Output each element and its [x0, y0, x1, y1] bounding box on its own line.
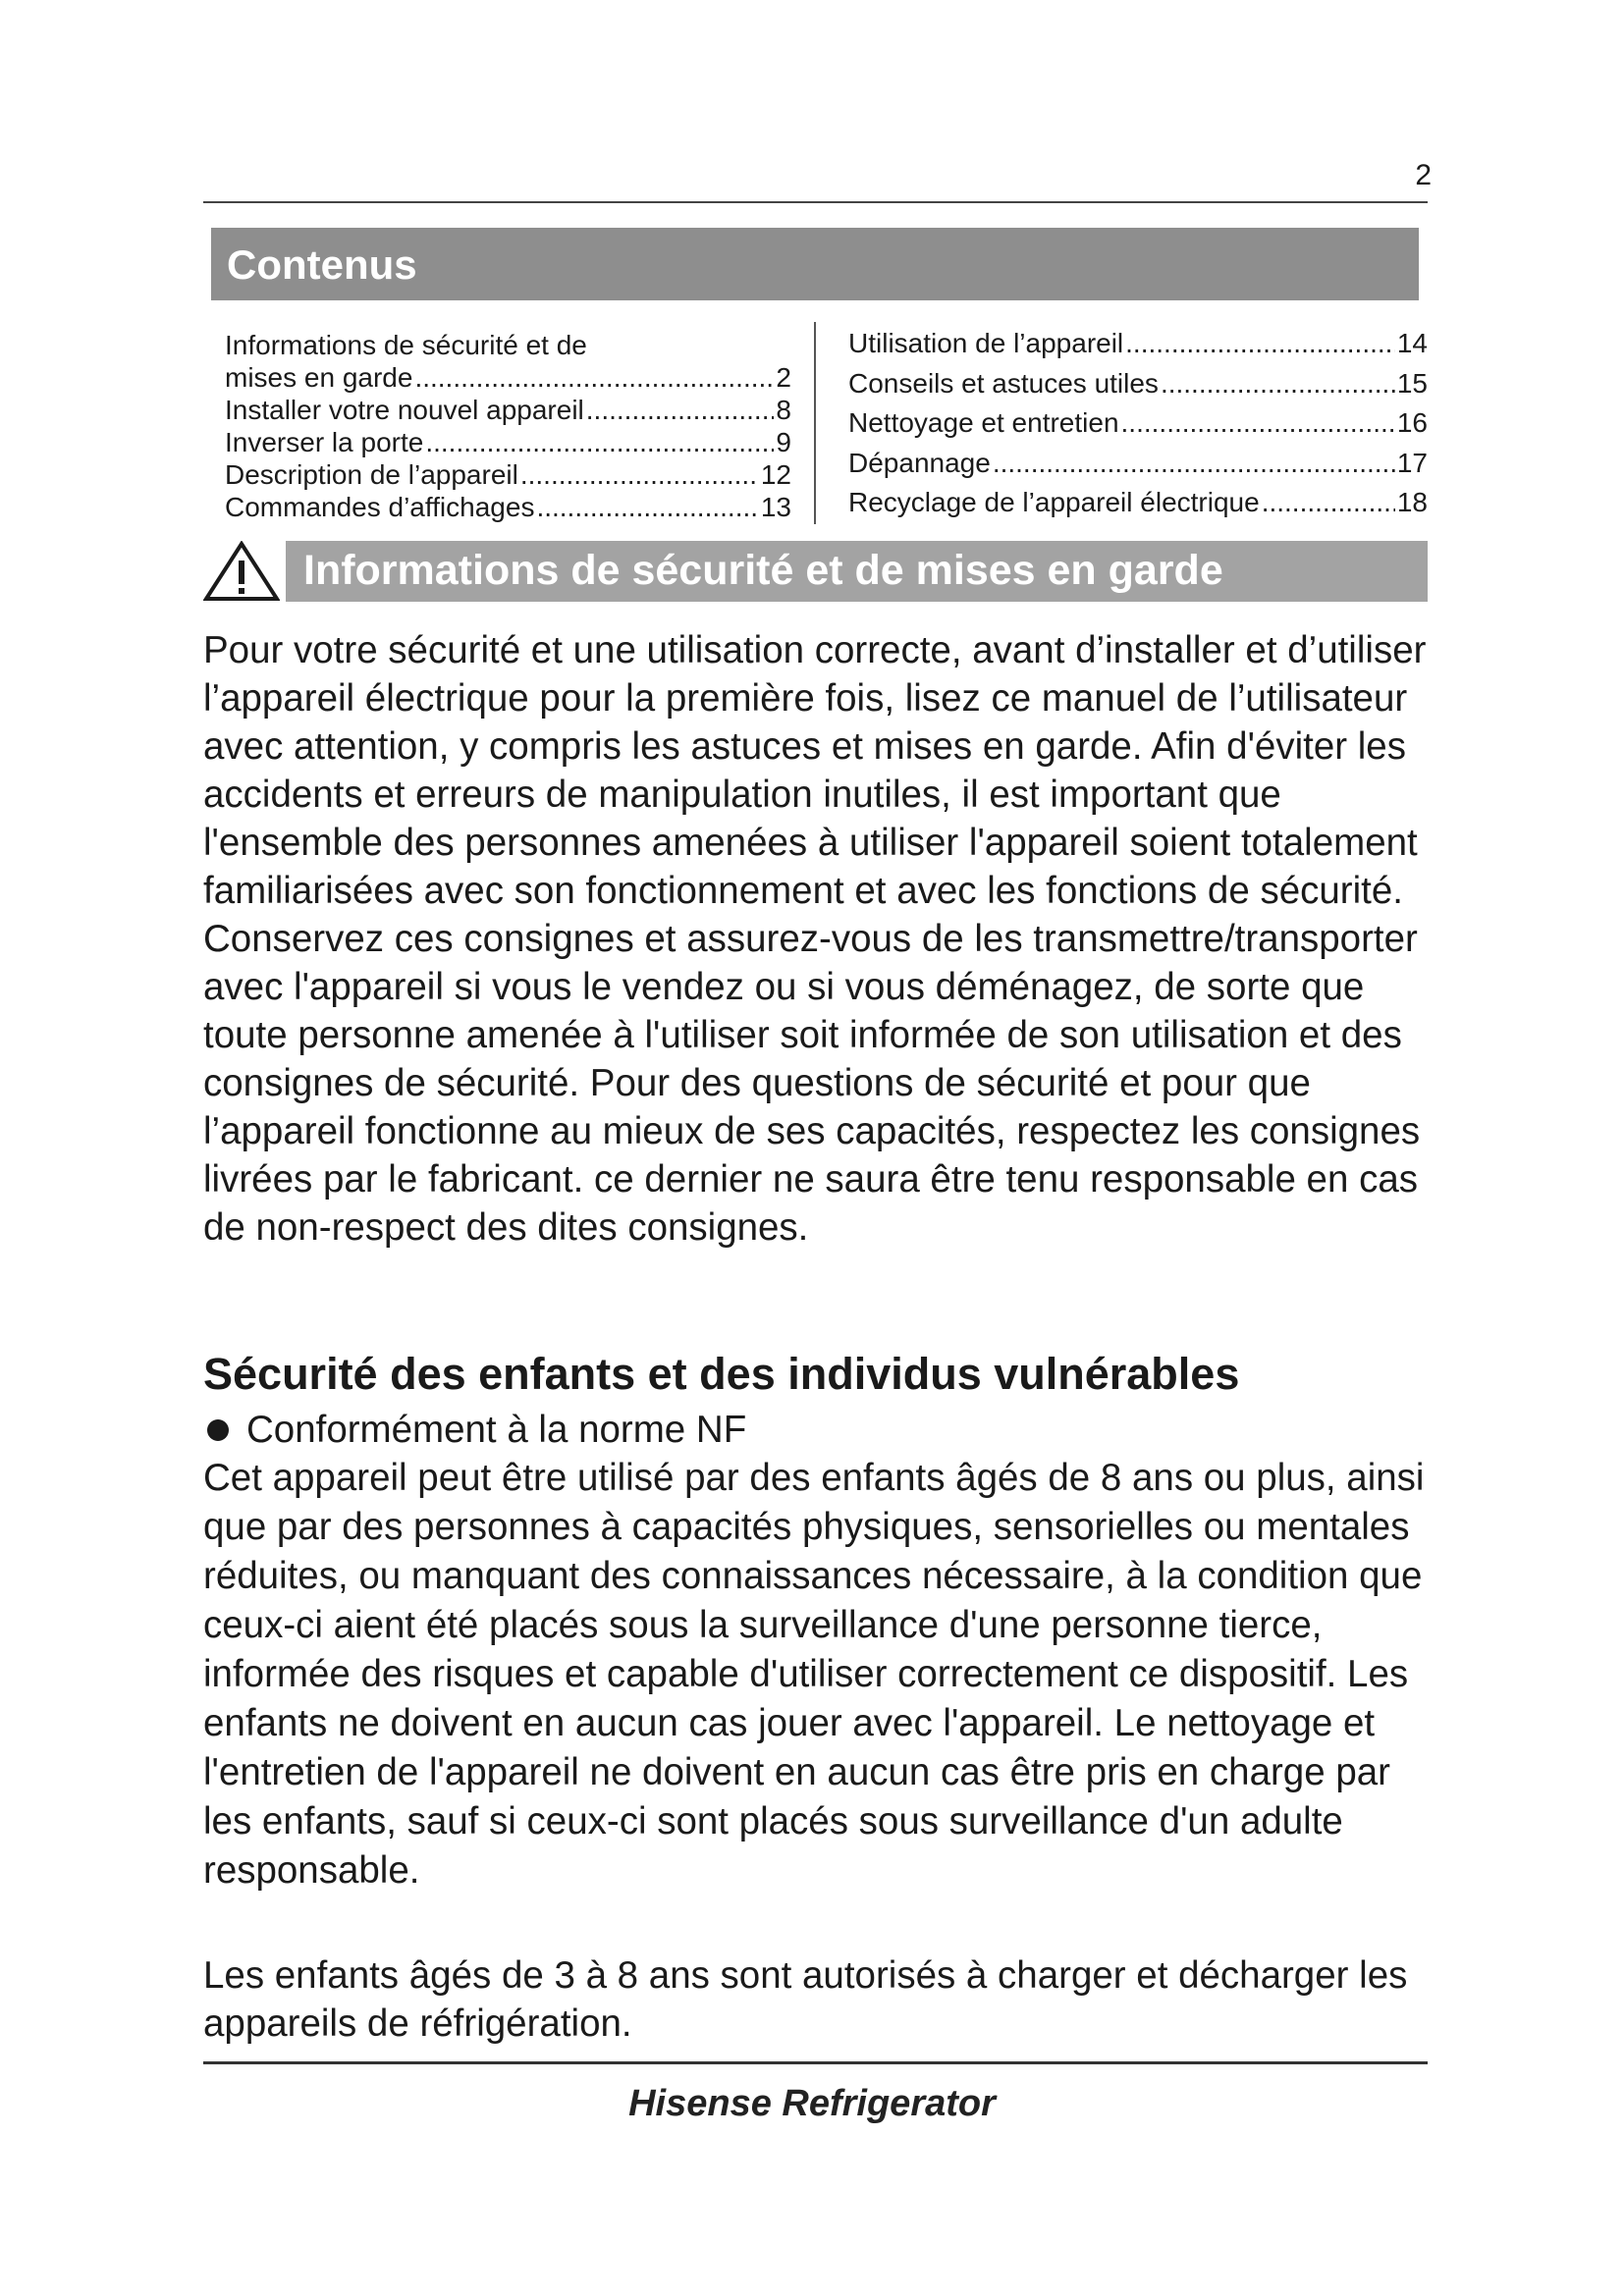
toc-entry-title: Nettoyage et entretien — [848, 407, 1119, 438]
toc-left-column — [225, 329, 791, 523]
toc-leader-dots — [414, 361, 774, 394]
bottom-rule — [203, 2061, 1428, 2064]
toc-leader-dots — [520, 458, 759, 491]
toc-entry-title: Conseils et astuces utiles — [848, 367, 1159, 399]
toc-entry[interactable] — [225, 329, 791, 361]
toc-leader-dots — [1121, 403, 1395, 444]
toc-entry-title: Installer votre nouvel appareil — [225, 395, 584, 425]
safety-intro-paragraph: Pour votre sécurité et une utilisation correcte, avant d’installer et d’utiliser l’appareil électrique pour la première fois, lisez ce manuel de l’utilisateur avec attention, y compris les astuces et mises en garde. Afin d'éviter les accidents et erreurs de manipulation inutiles, il est important que l'ensemble des personnes amenées à utiliser l'appareil soient totalement familiarisées avec son fonctionnement et avec les fonctions de sécurité. Conservez ces consignes et assurez-vous de les transmettre/transporter avec l'appareil si vous le vendez ou si vous déménagez, de sorte que toute personne amenée à l'utiliser soit informée de son utilisation et des consignes de sécurité. Pour des questions de sécurité et pour que l’appareil fonctionne au mieux de ses capacités, respectez les consignes livrées par le fabricant. ce dernier ne saura être tenu responsable en cas de non-respect des dites consignes. — [203, 629, 1427, 1249]
toc-entry-page: 16 — [1396, 407, 1428, 438]
safety-header-bar — [286, 541, 1428, 602]
toc-entry[interactable] — [848, 444, 1428, 484]
contents-header-bar — [211, 228, 1419, 300]
toc-leader-dots — [993, 444, 1395, 484]
toc-entry[interactable] — [225, 458, 791, 491]
toc-right-column — [848, 324, 1428, 523]
toc-entry-title: Utilisation de l’appareil — [848, 328, 1124, 358]
toc-leader-dots — [425, 426, 774, 458]
child-safety-heading: Sécurité des enfants et des individus vulnérables — [203, 1349, 1240, 1399]
toc-leader-dots — [1262, 483, 1395, 523]
child-loading-paragraph: Les enfants âgés de 3 à 8 ans sont autorisés à charger et décharger les appareils de réfrigération. — [203, 1954, 1408, 2045]
toc-leader-dots — [1125, 324, 1395, 364]
toc-entry-title: Description de l’appareil — [225, 459, 518, 490]
toc-entry-title: Informations de sécurité et de — [225, 330, 587, 360]
page-number: 2 — [1415, 159, 1432, 191]
toc-entry-page: 12 — [760, 459, 791, 490]
toc-entry-page: 18 — [1396, 487, 1428, 517]
toc-entry-title: Dépannage — [848, 447, 991, 478]
toc-entry[interactable] — [848, 403, 1428, 444]
toc-entry-page: 14 — [1396, 328, 1428, 358]
compliance-bullet — [203, 1406, 746, 1454]
toc-column-divider — [814, 322, 816, 524]
compliance-bullet-text: Conformément à la norme NF — [246, 1409, 747, 1451]
toc-entry[interactable] — [848, 324, 1428, 364]
toc-entry-page: 17 — [1396, 447, 1428, 478]
warning-triangle-icon — [203, 541, 280, 602]
toc-entry[interactable] — [848, 364, 1428, 404]
toc-entry[interactable] — [848, 483, 1428, 523]
toc-leader-dots — [1161, 364, 1395, 404]
toc-entry-page: 8 — [776, 395, 791, 425]
toc-leader-dots — [586, 394, 775, 426]
toc-leader-dots — [536, 491, 758, 523]
child-safety-paragraph: Cet appareil peut être utilisé par des enfants âgés de 8 ans ou plus, ainsi que par des personnes à capacités physiques, sensorielles ou mentales réduites, ou manquant des connaissances nécessaire, à la condition que ceux-ci aient été placés sous la surveillance d'une personne tierce, informée des risques et capable d'utiliser correctement ce dispositif. Les enfants ne doivent en aucun cas jouer avec l'appareil. Le nettoyage et l'entretien de l'appareil ne doivent en aucun cas être pris en charge par les enfants, sauf si ceux-ci sont placés sous surveillance d'un adulte responsable. — [203, 1457, 1425, 1892]
bullet-dot-icon — [207, 1419, 229, 1441]
safety-section-title: Informations de sécurité et de mises en garde — [303, 547, 1223, 594]
toc-entry-page: 13 — [760, 492, 791, 522]
toc-entry-page: 9 — [776, 427, 791, 457]
contents-title: Contenus — [227, 241, 417, 288]
footer-brand-logo: Hisense Refrigerator — [628, 2083, 996, 2124]
toc-entry-title: Commandes d’affichages — [225, 492, 535, 522]
top-rule — [203, 201, 1428, 203]
toc-entry[interactable] — [225, 491, 791, 523]
toc-entry[interactable] — [225, 426, 791, 458]
toc-entry[interactable] — [225, 361, 791, 394]
toc-entry-page: 2 — [776, 362, 791, 393]
toc-entry-title: Recyclage de l’appareil électrique — [848, 487, 1260, 517]
toc-entry-title: mises en garde — [225, 362, 413, 393]
toc-entry-title: Inverser la porte — [225, 427, 424, 457]
toc-entry-page: 15 — [1396, 367, 1428, 399]
toc-entry[interactable] — [225, 394, 791, 426]
